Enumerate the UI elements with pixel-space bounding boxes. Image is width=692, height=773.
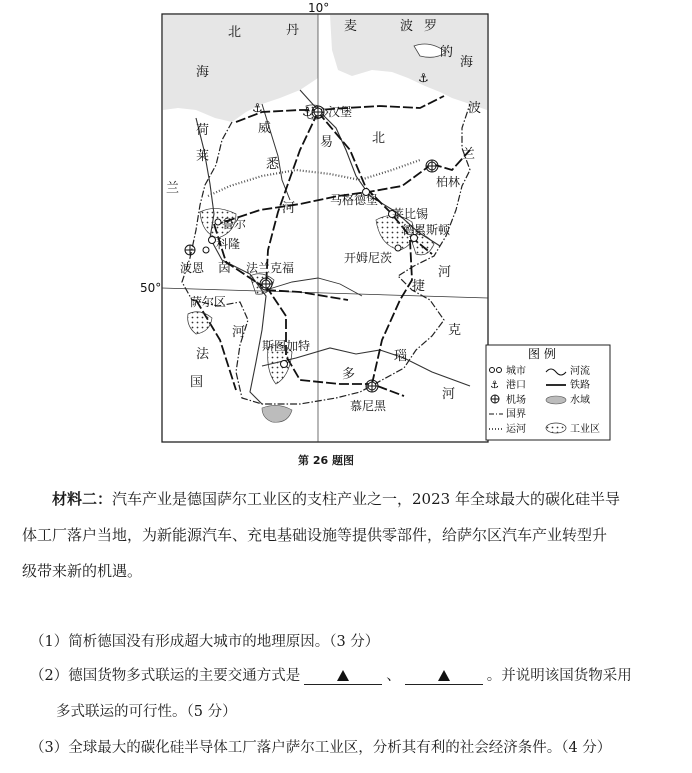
legend-label: 河流 <box>570 366 590 377</box>
question-3: （3）全球最大的碳化硅半导体工厂落户萨尔工业区，分析其有利的社会经济条件。（4 分） <box>30 740 612 756</box>
sea-label: 波 <box>400 19 414 34</box>
legend-label: 运河 <box>506 424 526 435</box>
river-label: 北 <box>372 131 386 146</box>
material-line-3: 级带来新的机遇。 <box>22 562 143 580</box>
parallel-label: 50° <box>140 281 162 295</box>
city-label-chemnitz: 开姆尼茨 <box>344 251 393 265</box>
river-label: 易 <box>320 135 334 150</box>
city-label-frankfurt: 法兰克福 <box>246 261 295 275</box>
airport-icon <box>426 160 438 172</box>
river-label: 莱 <box>196 149 210 164</box>
question-2-stem: （2）德国货物多式联运的主要交通方式是 <box>30 668 301 684</box>
city-label-saar: 萨尔区 <box>190 295 227 309</box>
question-2 <box>30 664 675 685</box>
country-label: 荷 <box>196 123 210 138</box>
port-icon: ⚓ <box>490 380 499 391</box>
city-label-berlin: 柏林 <box>436 175 461 189</box>
river-label: 河 <box>232 325 246 340</box>
separator: 、 <box>386 668 401 684</box>
cologne-marker <box>209 237 216 244</box>
legend-label: 城市 <box>506 366 526 377</box>
sea-label: 罗 <box>424 19 438 34</box>
legend-label: 机场 <box>506 395 526 406</box>
legend-label: 铁路 <box>570 380 590 391</box>
material-line-1: 汽车产业是德国萨尔工业区的支柱产业之一，2023 年全球最大的碳化硅半导 <box>112 490 620 508</box>
river-label: 河 <box>438 265 452 280</box>
country-label: 兰 <box>166 181 180 196</box>
question-2-tail: 。并说明该国货物采用 <box>486 668 632 684</box>
country-label: 法 <box>196 347 210 362</box>
country-label: 国 <box>190 375 204 390</box>
sea-label: 海 <box>460 55 474 70</box>
answer-blank-1[interactable] <box>304 668 382 685</box>
airport-icon <box>185 245 195 255</box>
airport-icon <box>366 380 378 392</box>
city-label-dresden: 德累斯顿 <box>402 223 451 237</box>
legend-title: 图 例 <box>528 347 556 361</box>
sea-label: 北 <box>228 25 242 40</box>
river-label: 悉 <box>266 157 280 172</box>
city-label-ruhr: 鲁尔 <box>222 217 247 231</box>
material-label: 材料二： <box>52 490 113 508</box>
meridian-label: 10° <box>308 1 330 15</box>
map-legend <box>486 345 610 440</box>
city-label-hamburg: 汉堡 <box>328 105 353 119</box>
city-label-leipzig: 莱比锡 <box>392 207 429 221</box>
country-label: 捷 <box>412 279 426 294</box>
port-icon: ⚓ <box>302 105 313 119</box>
river-label: 河 <box>282 201 296 216</box>
city-label-cologne: 科隆 <box>216 237 241 251</box>
triangle-icon <box>438 670 450 681</box>
answer-blank-2[interactable] <box>405 668 483 685</box>
legend-label: 国界 <box>506 409 526 420</box>
material-paragraph <box>22 484 672 514</box>
river-label: 瑙 <box>394 349 408 364</box>
triangle-icon <box>337 670 349 681</box>
city-label-munich: 慕尼黑 <box>350 399 387 413</box>
port-icon: ⚓ <box>252 101 263 115</box>
material-line-2: 体工厂落户当地，为新能源汽车、充电基础设施等提供零部件，给萨尔区汽车产业转型升 <box>22 526 608 544</box>
port-icon: ⚓ <box>418 71 429 85</box>
legend-label: 港口 <box>506 380 526 391</box>
sea-label: 海 <box>196 65 210 80</box>
city-label-magdeburg: 马格德堡 <box>330 193 379 207</box>
city-label-bonn: 波恩 <box>180 261 205 275</box>
sea-label: 麦 <box>344 19 358 34</box>
country-label: 克 <box>448 323 462 338</box>
bonn-marker <box>203 247 209 253</box>
sea-label: 丹 <box>286 23 300 38</box>
river-label: 多 <box>342 367 356 382</box>
chemnitz-marker <box>395 245 401 251</box>
industrial-area-icon <box>546 423 566 433</box>
ruhr-marker <box>215 219 221 225</box>
legend-label: 水域 <box>570 395 590 406</box>
sea-label: 的 <box>440 45 454 60</box>
river-label: 河 <box>442 387 456 402</box>
airport-icon <box>312 106 324 118</box>
question-2-continued: 多式联运的可行性。（5 分） <box>56 704 237 720</box>
airport-icon <box>491 395 499 403</box>
river-label: 茵 <box>218 261 232 276</box>
country-label: 兰 <box>462 147 476 162</box>
river-label: 威 <box>258 121 272 136</box>
country-label: 波 <box>468 101 482 116</box>
question-1: （1）简析德国没有形成超大城市的地理原因。（3 分） <box>30 634 380 650</box>
city-label-stuttgart: 斯图加特 <box>262 339 311 353</box>
legend-label: 工业区 <box>570 424 600 435</box>
airport-icon <box>260 278 272 290</box>
figure-caption: 第 26 题图 <box>298 454 354 467</box>
water-icon <box>546 396 566 404</box>
stuttgart-marker <box>281 361 288 368</box>
